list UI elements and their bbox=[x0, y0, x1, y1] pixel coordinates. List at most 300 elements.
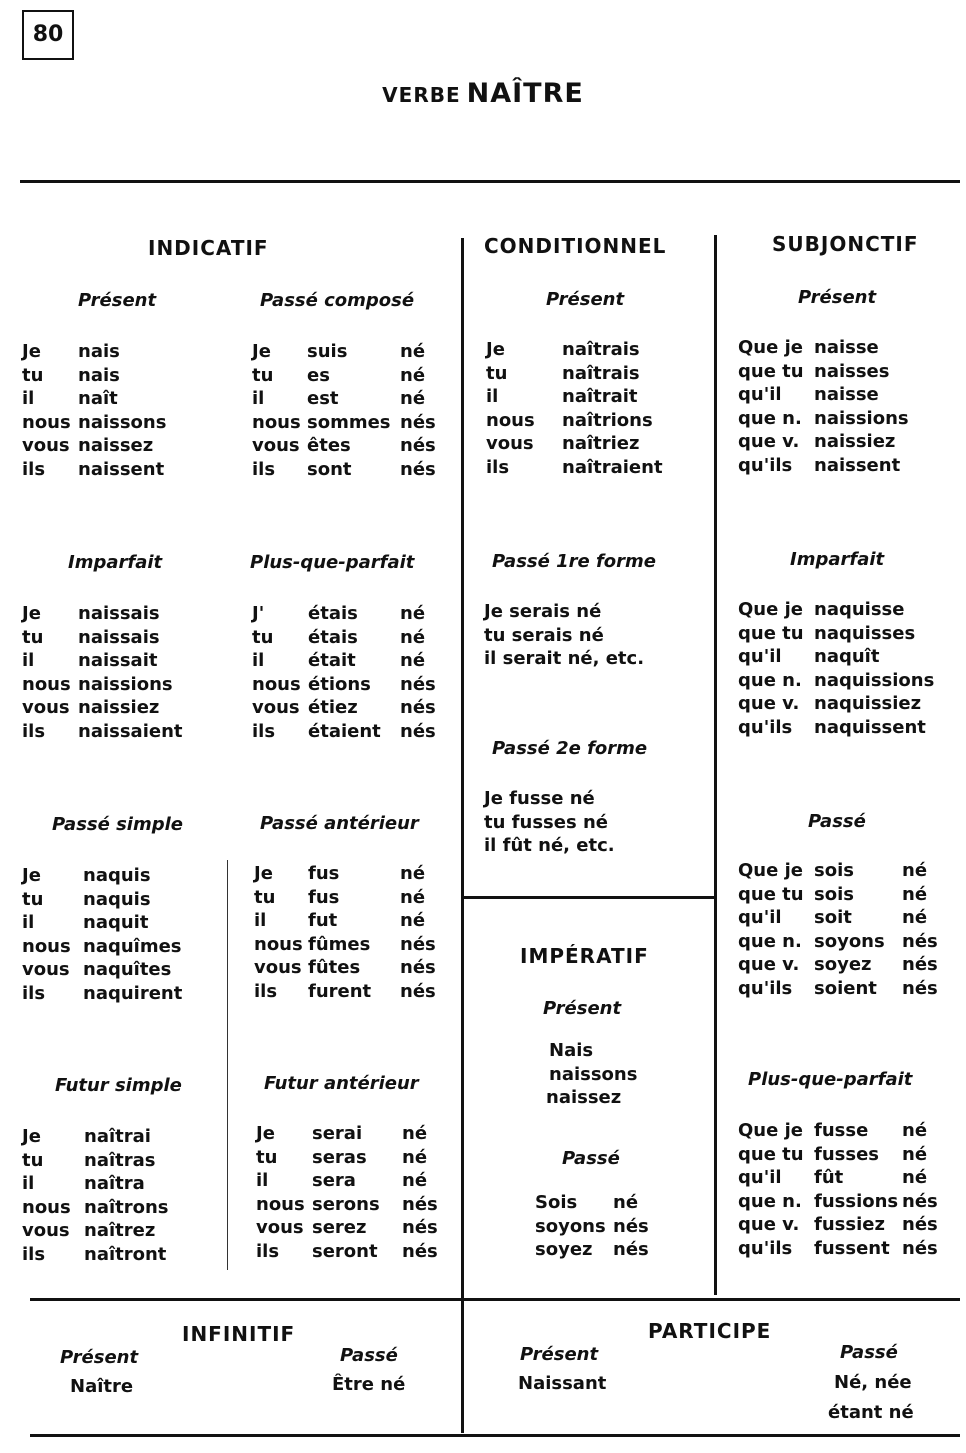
verb-form: seras bbox=[312, 1146, 367, 1168]
conjugation-line: Je serais né bbox=[484, 601, 602, 622]
conjugation-row bbox=[252, 673, 472, 697]
verb-form: sera bbox=[312, 1170, 356, 1192]
pronoun: ils bbox=[22, 459, 46, 480]
pronoun: qu'ils bbox=[738, 717, 793, 738]
participe-passe-value1: Né, née bbox=[834, 1372, 912, 1393]
pronoun: Sois bbox=[535, 1192, 578, 1213]
verb-form: naîtrons bbox=[84, 1196, 169, 1218]
verb-form: étions bbox=[308, 673, 371, 695]
conjugation-row bbox=[738, 598, 958, 622]
conjugation-row bbox=[22, 888, 242, 912]
conjugation-row bbox=[535, 1215, 755, 1239]
conjugation-row bbox=[252, 458, 472, 482]
verb-form: naquisses bbox=[814, 622, 916, 644]
pronoun: que tu bbox=[738, 360, 804, 382]
heading-participe: PARTICIPE bbox=[648, 1319, 772, 1343]
participle: nés bbox=[400, 933, 436, 955]
tense-indicatif-futur-simple: Futur simple bbox=[55, 1075, 182, 1096]
participle: nés bbox=[400, 411, 436, 433]
participle: né bbox=[400, 650, 426, 672]
verb-form: naquit bbox=[83, 912, 149, 934]
conjugation-row bbox=[738, 407, 958, 431]
participle: nés bbox=[402, 1241, 438, 1262]
pronoun: tu bbox=[22, 626, 44, 648]
verb-form: naquîtes bbox=[83, 959, 172, 981]
verb-form: seront bbox=[312, 1241, 378, 1262]
verb-form: soyez bbox=[814, 954, 872, 976]
pronoun: Je bbox=[22, 341, 41, 362]
conjugation-row bbox=[738, 1119, 958, 1143]
verb-form: naquirent bbox=[83, 983, 183, 1004]
pronoun: Je bbox=[486, 339, 505, 360]
conjugation-row bbox=[738, 383, 958, 407]
conjugation-row bbox=[22, 340, 242, 364]
tense-conditionnel-passe1: Passé 1re forme bbox=[492, 551, 657, 572]
verb-form: naîtront bbox=[84, 1244, 167, 1265]
pronoun: nous bbox=[22, 673, 71, 695]
pronoun: il bbox=[254, 910, 267, 932]
pronoun: nous bbox=[254, 933, 303, 955]
participle: nés bbox=[400, 459, 436, 480]
verb-form: naissait bbox=[78, 650, 158, 672]
participe-passe-value2: étant né bbox=[828, 1402, 914, 1423]
pronoun: Je bbox=[252, 341, 271, 362]
pronoun: que n. bbox=[738, 930, 802, 952]
verb-form: suis bbox=[307, 341, 348, 362]
pronoun: Je bbox=[22, 1126, 41, 1147]
pronoun: tu bbox=[252, 364, 274, 386]
pronoun: Je bbox=[22, 603, 41, 624]
pronoun: il bbox=[22, 650, 35, 672]
pronoun: ils bbox=[252, 721, 276, 742]
conjugation-row bbox=[22, 935, 242, 959]
conjugation-row bbox=[22, 387, 242, 411]
bottom-rule bbox=[30, 1434, 960, 1437]
bottom-section-rule bbox=[30, 1298, 960, 1301]
conjugation-row bbox=[738, 645, 958, 669]
tense-conditionnel-passe2: Passé 2e forme bbox=[492, 738, 648, 759]
conjugation-row bbox=[22, 1243, 242, 1267]
verb-form: naissions bbox=[814, 407, 909, 429]
verb-form: furent bbox=[308, 981, 372, 1002]
verb-form: fût bbox=[814, 1167, 844, 1189]
conjugation-row bbox=[252, 626, 472, 650]
tense-indicatif-imparfait: Imparfait bbox=[68, 552, 163, 573]
conjugation-row bbox=[738, 1237, 958, 1261]
conjugation-row bbox=[22, 1196, 242, 1220]
pronoun: que v. bbox=[738, 431, 800, 453]
page-number: 80 bbox=[22, 10, 74, 60]
conjugation-row bbox=[254, 956, 474, 980]
conjugation-row bbox=[256, 1146, 476, 1170]
participle: nés bbox=[402, 1217, 438, 1239]
top-rule bbox=[20, 180, 960, 183]
participle: nés bbox=[402, 1193, 438, 1215]
participle: nés bbox=[902, 954, 938, 976]
verb-form: nés bbox=[613, 1215, 649, 1237]
conjugation-row bbox=[486, 362, 706, 386]
participle: nés bbox=[400, 957, 436, 979]
conjugation-row bbox=[22, 649, 242, 673]
participle: nés bbox=[400, 721, 436, 742]
pronoun: Je bbox=[22, 865, 41, 886]
divider-conditionnel-subjonctif bbox=[714, 235, 717, 1295]
tense-subjonctif-passe: Passé bbox=[808, 811, 866, 832]
tense-indicatif-present: Présent bbox=[78, 290, 157, 311]
pronoun: que tu bbox=[738, 622, 804, 644]
conjugation-row bbox=[254, 933, 474, 957]
verb-form: étiez bbox=[308, 697, 358, 719]
pronoun: J' bbox=[252, 603, 265, 624]
heading-infinitif: INFINITIF bbox=[182, 1322, 296, 1346]
infinitif-present-value: Naître bbox=[70, 1376, 134, 1397]
participle: né bbox=[400, 863, 426, 884]
participle: né bbox=[402, 1123, 428, 1144]
verb-form: fusses bbox=[814, 1143, 879, 1165]
participle: nés bbox=[902, 1238, 938, 1259]
tense-conditionnel-present: Présent bbox=[546, 289, 625, 310]
conjugation-row bbox=[738, 1143, 958, 1167]
pronoun: soyons bbox=[535, 1215, 606, 1237]
tense-indicatif-futur-anterieur: Futur antérieur bbox=[264, 1073, 419, 1094]
participle: nés bbox=[902, 1190, 938, 1212]
conjugation-row bbox=[22, 720, 242, 744]
pronoun: nous bbox=[486, 409, 535, 431]
participle: né bbox=[400, 886, 426, 908]
heading-indicatif: INDICATIF bbox=[148, 236, 269, 260]
verb-form: naquissions bbox=[814, 669, 935, 691]
verb-form: fussiez bbox=[814, 1214, 885, 1236]
pronoun: tu bbox=[22, 888, 44, 910]
pronoun: ils bbox=[486, 457, 510, 478]
pronoun: nous bbox=[22, 935, 71, 957]
pronoun: ils bbox=[254, 981, 278, 1002]
verb-form: naissent bbox=[814, 455, 901, 476]
verb-form: soient bbox=[814, 978, 877, 999]
verb-form: naquissiez bbox=[814, 693, 922, 715]
pronoun: que v. bbox=[738, 1214, 800, 1236]
verb-form: fusse bbox=[814, 1120, 869, 1141]
conjugation-row bbox=[738, 669, 958, 693]
pronoun: ils bbox=[22, 983, 46, 1004]
conjugation-row bbox=[252, 411, 472, 435]
pronoun: Que je bbox=[738, 599, 803, 620]
participle: nés bbox=[902, 930, 938, 952]
conjugation-line: tu serais né bbox=[484, 624, 604, 646]
conjugation-line: il fût né, etc. bbox=[484, 835, 615, 857]
pronoun: nous bbox=[22, 1196, 71, 1218]
conjugation-row bbox=[22, 458, 242, 482]
verb-form: naissez bbox=[78, 435, 154, 457]
conjugation-row bbox=[252, 434, 472, 458]
conjugation-row bbox=[486, 409, 706, 433]
tense-infinitif-present: Présent bbox=[60, 1347, 139, 1368]
participle: nés bbox=[400, 981, 436, 1002]
conjugation-row bbox=[738, 692, 958, 716]
verb-form: êtes bbox=[307, 435, 351, 457]
pronoun: Je bbox=[256, 1123, 275, 1144]
pronoun: qu'il bbox=[738, 1167, 782, 1189]
pronoun: ils bbox=[256, 1241, 280, 1262]
pronoun: il bbox=[252, 388, 265, 410]
verb-form: naquissent bbox=[814, 717, 926, 738]
tense-indicatif-passe-simple: Passé simple bbox=[52, 814, 183, 835]
tense-participe-passe: Passé bbox=[840, 1342, 898, 1363]
verb-form: sommes bbox=[307, 411, 391, 433]
conjugation-row bbox=[738, 1213, 958, 1237]
pronoun: tu bbox=[252, 626, 274, 648]
conjugation-row bbox=[535, 1238, 755, 1262]
conjugation-row bbox=[22, 958, 242, 982]
participle: né bbox=[402, 1170, 428, 1192]
pronoun: qu'il bbox=[738, 907, 782, 929]
pronoun: il bbox=[22, 1173, 35, 1195]
conjugation-row bbox=[738, 859, 958, 883]
verb-form: serez bbox=[312, 1217, 367, 1239]
tense-subjonctif-imparfait: Imparfait bbox=[790, 549, 885, 570]
pronoun: que n. bbox=[738, 1190, 802, 1212]
verb-form: sois bbox=[814, 883, 854, 905]
conjugation-row bbox=[22, 1125, 242, 1149]
verb-form: naîtras bbox=[84, 1149, 156, 1171]
verb-form: naissaient bbox=[78, 721, 183, 742]
conjugation-row bbox=[256, 1240, 476, 1264]
pronoun: il bbox=[22, 388, 35, 410]
conjugation-line: naissons bbox=[549, 1063, 638, 1085]
verb-form: naissiez bbox=[78, 697, 160, 719]
tense-participe-present: Présent bbox=[520, 1344, 599, 1365]
verb-form: sont bbox=[307, 459, 352, 480]
conjugation-row bbox=[738, 454, 958, 478]
tense-subjonctif-present: Présent bbox=[798, 287, 877, 308]
conjugation-row bbox=[738, 977, 958, 1001]
verb-form: naîtrions bbox=[562, 409, 653, 431]
conjugation-line: tu fusses né bbox=[484, 811, 608, 833]
participle: né bbox=[902, 1143, 928, 1165]
verb-form: nés bbox=[613, 1239, 649, 1261]
pronoun: vous bbox=[22, 435, 70, 457]
verb-form: naîtrez bbox=[84, 1220, 156, 1242]
pronoun: soyez bbox=[535, 1239, 593, 1261]
tense-imperatif-passe: Passé bbox=[562, 1148, 620, 1169]
tense-indicatif-passe-compose: Passé composé bbox=[260, 290, 415, 311]
participle: né bbox=[400, 341, 426, 362]
verb-form: naquît bbox=[814, 646, 880, 668]
verb-form: naissent bbox=[78, 459, 165, 480]
conjugation-row bbox=[22, 911, 242, 935]
conjugation-row bbox=[256, 1193, 476, 1217]
conjugation-row bbox=[22, 434, 242, 458]
verb-form: naissions bbox=[78, 673, 173, 695]
participle: né bbox=[400, 364, 426, 386]
conjugation-row bbox=[738, 906, 958, 930]
conjugation-row bbox=[738, 953, 958, 977]
tense-indicatif-passe-anterieur: Passé antérieur bbox=[260, 813, 419, 834]
conjugation-row bbox=[256, 1169, 476, 1193]
verb-form: naissais bbox=[78, 603, 160, 624]
verb-form: naisses bbox=[814, 360, 890, 382]
pronoun: tu bbox=[254, 886, 276, 908]
conjugation-row bbox=[256, 1122, 476, 1146]
conjugation-row bbox=[252, 696, 472, 720]
verb-form: nais bbox=[78, 364, 120, 386]
pronoun: que tu bbox=[738, 883, 804, 905]
conjugation-row bbox=[738, 716, 958, 740]
heading-imperatif: IMPÉRATIF bbox=[520, 944, 649, 968]
pronoun: nous bbox=[252, 673, 301, 695]
verb-form: est bbox=[307, 388, 339, 410]
conjugation-row bbox=[22, 602, 242, 626]
conjugation-row bbox=[22, 1149, 242, 1173]
pronoun: ils bbox=[252, 459, 276, 480]
conjugation-row bbox=[486, 456, 706, 480]
conjugation-row bbox=[252, 387, 472, 411]
pronoun: vous bbox=[22, 697, 70, 719]
conjugation-line: il serait né, etc. bbox=[484, 648, 645, 670]
title-prefix: VERBE bbox=[382, 83, 461, 107]
title-verb: NAÎTRE bbox=[466, 78, 584, 109]
verb-form: naisse bbox=[814, 337, 879, 358]
pronoun: qu'ils bbox=[738, 455, 793, 476]
verb-form: naît bbox=[78, 388, 118, 410]
verb-form: naîtriez bbox=[562, 433, 640, 455]
participle: né bbox=[902, 907, 928, 929]
conjugation-row bbox=[256, 1216, 476, 1240]
pronoun: il bbox=[252, 650, 265, 672]
conjugation-row bbox=[738, 430, 958, 454]
tense-imperatif-present: Présent bbox=[543, 998, 622, 1019]
verb-form: naquis bbox=[83, 888, 151, 910]
verb-form: naisse bbox=[814, 384, 879, 406]
verb-form: naissiez bbox=[814, 431, 896, 453]
conjugation-row bbox=[254, 886, 474, 910]
verb-form: nais bbox=[78, 341, 120, 362]
tense-infinitif-passe: Passé bbox=[340, 1345, 398, 1366]
pronoun: il bbox=[22, 912, 35, 934]
heading-subjonctif: SUBJONCTIF bbox=[772, 232, 919, 256]
conjugation-row bbox=[252, 602, 472, 626]
pronoun: Que je bbox=[738, 860, 803, 881]
verb-form: fut bbox=[308, 910, 338, 932]
conjugation-row bbox=[486, 432, 706, 456]
page-title bbox=[0, 78, 966, 109]
verb-form: fûmes bbox=[308, 933, 371, 955]
verb-form: serai bbox=[312, 1123, 363, 1144]
participle: né bbox=[902, 1120, 928, 1141]
pronoun: vous bbox=[22, 1220, 70, 1242]
verb-form: fussions bbox=[814, 1190, 899, 1212]
conjugation-row bbox=[22, 1172, 242, 1196]
pronoun: que v. bbox=[738, 954, 800, 976]
pronoun: il bbox=[486, 386, 499, 408]
conjugation-row bbox=[738, 1190, 958, 1214]
conjugation-row bbox=[486, 338, 706, 362]
participe-present-value: Naissant bbox=[518, 1373, 607, 1394]
pronoun: que n. bbox=[738, 669, 802, 691]
participle: né bbox=[400, 603, 426, 624]
conjugation-row bbox=[254, 980, 474, 1004]
conjugation-row bbox=[22, 1219, 242, 1243]
conjugation-row bbox=[22, 864, 242, 888]
pronoun: vous bbox=[22, 959, 70, 981]
conjugation-row bbox=[22, 696, 242, 720]
verb-form: naîtra bbox=[84, 1173, 145, 1195]
pronoun: tu bbox=[22, 1149, 44, 1171]
pronoun: vous bbox=[252, 435, 300, 457]
pronoun: nous bbox=[256, 1193, 305, 1215]
verb-form: fus bbox=[308, 863, 340, 884]
pronoun: ils bbox=[22, 721, 46, 742]
pronoun: qu'ils bbox=[738, 1238, 793, 1259]
verb-form: étaient bbox=[308, 721, 381, 742]
conjugation-row bbox=[252, 364, 472, 388]
pronoun: Que je bbox=[738, 1120, 803, 1141]
verb-form: étais bbox=[308, 626, 358, 648]
participle: né bbox=[902, 860, 928, 881]
participle: né bbox=[902, 883, 928, 905]
conjugation-row bbox=[486, 385, 706, 409]
pronoun: vous bbox=[252, 697, 300, 719]
participle: nés bbox=[400, 435, 436, 457]
pronoun: vous bbox=[256, 1217, 304, 1239]
participle: nés bbox=[902, 978, 938, 999]
conjugation-row bbox=[738, 1166, 958, 1190]
conjugation-line: naissez bbox=[546, 1087, 622, 1109]
conjugation-row bbox=[254, 862, 474, 886]
tense-indicatif-plus-que-parfait: Plus-que-parfait bbox=[250, 552, 415, 573]
conditionnel-imperatif-rule bbox=[464, 896, 715, 899]
conjugation-row bbox=[535, 1191, 755, 1215]
verb-form: étais bbox=[308, 603, 358, 624]
verb-form: naissais bbox=[78, 626, 160, 648]
verb-form: était bbox=[308, 650, 356, 672]
pronoun: vous bbox=[486, 433, 534, 455]
participle: né bbox=[400, 626, 426, 648]
conjugation-row bbox=[738, 883, 958, 907]
conjugation-row bbox=[22, 364, 242, 388]
pronoun: Que je bbox=[738, 337, 803, 358]
verb-form: naissons bbox=[78, 411, 167, 433]
conjugation-row bbox=[738, 930, 958, 954]
verb-form: fûtes bbox=[308, 957, 361, 979]
verb-form: naîtrait bbox=[562, 386, 638, 408]
pronoun: que n. bbox=[738, 407, 802, 429]
verb-form: soyons bbox=[814, 930, 885, 952]
pronoun: que tu bbox=[738, 1143, 804, 1165]
conjugation-row bbox=[738, 336, 958, 360]
conjugation-row bbox=[738, 622, 958, 646]
conjugation-row bbox=[22, 411, 242, 435]
infinitif-passe-value: Être né bbox=[332, 1374, 406, 1395]
pronoun: qu'ils bbox=[738, 978, 793, 999]
conjugation-line: Je fusse né bbox=[484, 788, 595, 809]
conjugation-row bbox=[252, 340, 472, 364]
verb-form: fussent bbox=[814, 1238, 890, 1259]
verb-form: sois bbox=[814, 860, 854, 881]
pronoun: vous bbox=[254, 957, 302, 979]
participle: né bbox=[400, 388, 426, 410]
participle: nés bbox=[400, 697, 436, 719]
verb-form: né bbox=[613, 1192, 639, 1213]
verb-form: naîtrai bbox=[84, 1126, 151, 1147]
participle: né bbox=[902, 1167, 928, 1189]
verb-form: naquisse bbox=[814, 599, 905, 620]
conjugation-row bbox=[22, 673, 242, 697]
conjugation-row bbox=[22, 626, 242, 650]
pronoun: qu'il bbox=[738, 646, 782, 668]
tense-subjonctif-plus-que-parfait: Plus-que-parfait bbox=[748, 1069, 913, 1090]
conjugation-row bbox=[738, 360, 958, 384]
